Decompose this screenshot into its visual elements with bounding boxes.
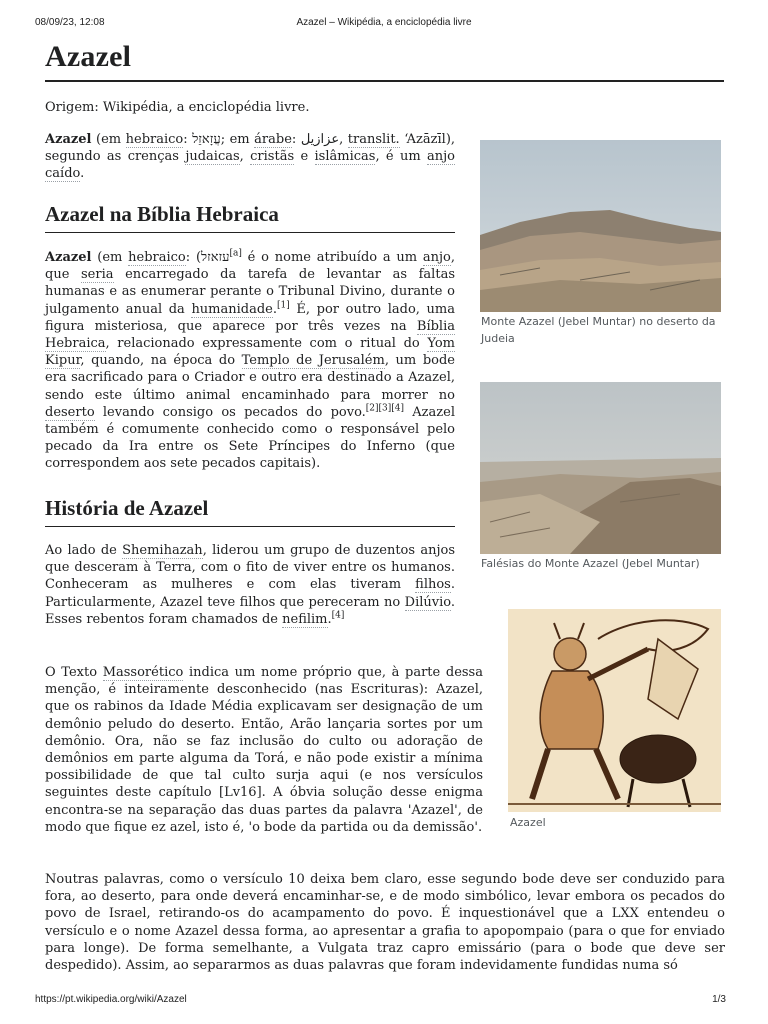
text: , liderou um grupo de duzentos anjos que desceram à Terra, com o fito de viver entre os humanos. Conheceram as mulheres e com elas tiveram [45, 543, 455, 593]
title-divider [45, 80, 724, 82]
ref-1[interactable]: [1] [277, 300, 290, 311]
ref-4[interactable]: [4] [391, 403, 405, 414]
text: . Particularmente, Azazel teve filhos que pereceram no [45, 577, 455, 610]
print-page-title: Azazel – Wikipédia, a enciclopédia livre [296, 17, 472, 28]
text: . [327, 611, 332, 627]
text: , quando, na época do [80, 353, 242, 369]
text: É, por outro lado, uma figura misteriosa, que aparece por três vezes na [45, 301, 456, 334]
link-humanidade[interactable]: humanidade [191, 301, 273, 317]
ref-a[interactable]: [a] [229, 248, 242, 259]
text: , relacionado expressamente com o ritual do [105, 336, 428, 352]
section-heading-biblia: Azazel na Bíblia Hebraica [45, 202, 279, 226]
text: ; em [220, 132, 255, 147]
text: indica um nome próprio que, à parte dessa menção, é inteiramente desconhecido (nas Escrituras): Azazel, que os rabinos da Idade Média explicavam ser designação de um demônio peludo do deserto. Então, Arão lançaria sortes por um demônio. Ora, não se faz inclusão do culto ou adoração de demônios em parte alguma da Torá, e não pode existir a mínima possibilidade de que tal culto surja aqui (e nos versículos seguintes deste capítulo [Lv16]. A óbvia solução desse enigma encontra-se na separação das duas partes da palavra 'Azazel', de modo que fique ez azel, isto é, 'o bode da partida ou da demissão'. [45, 665, 483, 835]
text: , um bode era sacrificado para o Criador e outro era destinado a Azazel, sendo este último animal encaminhado para morrer no [45, 353, 455, 403]
text: : [185, 250, 196, 265]
text: O Texto [45, 665, 103, 680]
link-diluvio[interactable]: Dilúvio [404, 594, 451, 610]
ref-2[interactable]: [2] [365, 403, 379, 414]
text: : [291, 132, 301, 147]
historia-paragraph-1 [45, 542, 455, 628]
link-hebraico-2[interactable]: hebraico [128, 250, 186, 265]
link-cristas[interactable]: cristãs [250, 149, 295, 165]
link-templo[interactable]: Templo de Jerusalém [241, 353, 385, 369]
text: : [183, 132, 193, 147]
bold-term: Azazel [45, 250, 92, 265]
figure-caption-3: Azazel [510, 816, 546, 829]
text: (em [91, 132, 126, 147]
figure-caption-1: Monte Azazel (Jebel Muntar) no deserto da Judeia [481, 315, 716, 345]
section-heading-historia: História de Azazel [45, 496, 209, 520]
intro-bold-term: Azazel [45, 132, 92, 147]
link-seria[interactable]: seria [81, 267, 114, 283]
link-arabe[interactable]: árabe [254, 132, 292, 147]
intro-paragraph [45, 131, 455, 183]
link-massoretico[interactable]: Massorético [102, 665, 184, 680]
text: e [294, 149, 315, 165]
section-divider [45, 232, 455, 233]
text: é o nome atribuído a um [241, 250, 423, 265]
azazel-illustration[interactable] [508, 609, 721, 812]
text: . [80, 166, 85, 182]
text: , [239, 149, 251, 165]
link-anjo[interactable]: anjo [422, 250, 451, 265]
page-title: Azazel [45, 40, 132, 73]
mount-azazel-photo[interactable] [480, 140, 721, 312]
link-filhos[interactable]: filhos [415, 577, 451, 593]
link-shemihazah[interactable]: Shemihazah [122, 543, 203, 558]
link-yom-kipur[interactable]: Yom Kipur [45, 336, 455, 369]
text: ʻAzāzīl), segundo as crenças [45, 132, 456, 165]
origin-note: Origem: Wikipédia, a enciclopédia livre. [45, 100, 310, 115]
hebrew-term: (עזאזל [195, 250, 230, 265]
print-url: https://pt.wikipedia.org/wiki/Azazel [35, 994, 187, 1005]
text: Ao lado de [45, 543, 123, 558]
biblia-paragraph [45, 249, 455, 473]
text: , é um [375, 149, 428, 165]
text: levando consigo os pecados do povo. [94, 404, 366, 420]
ref-3[interactable]: [3] [378, 403, 392, 414]
ref-4b[interactable]: [4] [331, 610, 345, 621]
print-page-number: 1/3 [712, 994, 726, 1005]
text: (em [91, 250, 129, 265]
historia-paragraph-2 [45, 664, 483, 836]
text: . [272, 301, 278, 317]
text: , que [45, 250, 456, 283]
link-judaicas[interactable]: judaicas [185, 149, 240, 165]
link-anjo-caido[interactable]: anjo caído [45, 149, 455, 182]
print-datetime: 08/09/23, 12:08 [35, 17, 105, 28]
figure-caption-2: Falésias do Monte Azazel (Jebel Muntar) [481, 557, 700, 570]
text: Azazel também é comumente conhecido como o responsável pelo pecado da Ira entre os Sete Príncipes do Inferno (que correspondem aos sete pecados capitais). [45, 404, 455, 472]
link-islamicas[interactable]: islâmicas [314, 149, 376, 165]
link-nefilim[interactable]: nefilim [282, 611, 328, 627]
arabic-name: عزازيل [300, 132, 340, 147]
historia-paragraph-3: Noutras palavras, como o versículo 10 deixa bem claro, esse segundo bode deve ser conduzido para fora, ao deserto, para onde deverá encaminhar-se, e de modo simbólico, levar embora os pecados do povo de Israel, retirando-os do acampamento do povo. É inquestionável que a LXX entendeu o versículo e o nome Azazel dessa forma, ao apresentar a grafia to apopompaio (para o que for enviado para longe). De forma semelhante, a Vulgata traz capro emissário (para o bode que deve ser despedido). Assim, ao separarmos as duas palavras que foram indevidamente fundidas numa só [45, 872, 725, 974]
text: , [339, 132, 348, 147]
link-hebraico[interactable]: hebraico [125, 132, 184, 147]
link-deserto[interactable]: deserto [45, 404, 95, 420]
section-divider [45, 526, 455, 527]
cliffs-photo[interactable] [480, 382, 721, 554]
link-translit[interactable]: translit. [347, 132, 400, 147]
text: . Esses rebentos foram chamados de [45, 594, 455, 627]
link-biblia-hebraica[interactable]: Bíblia Hebraica [45, 318, 455, 352]
text: encarregado da tarefa de levantar as faltas humanas e as enumerar perante o Tribunal Divino, durante o julgamento anual da [45, 267, 455, 317]
hebrew-name: עֲזָאזֵל [192, 132, 221, 147]
